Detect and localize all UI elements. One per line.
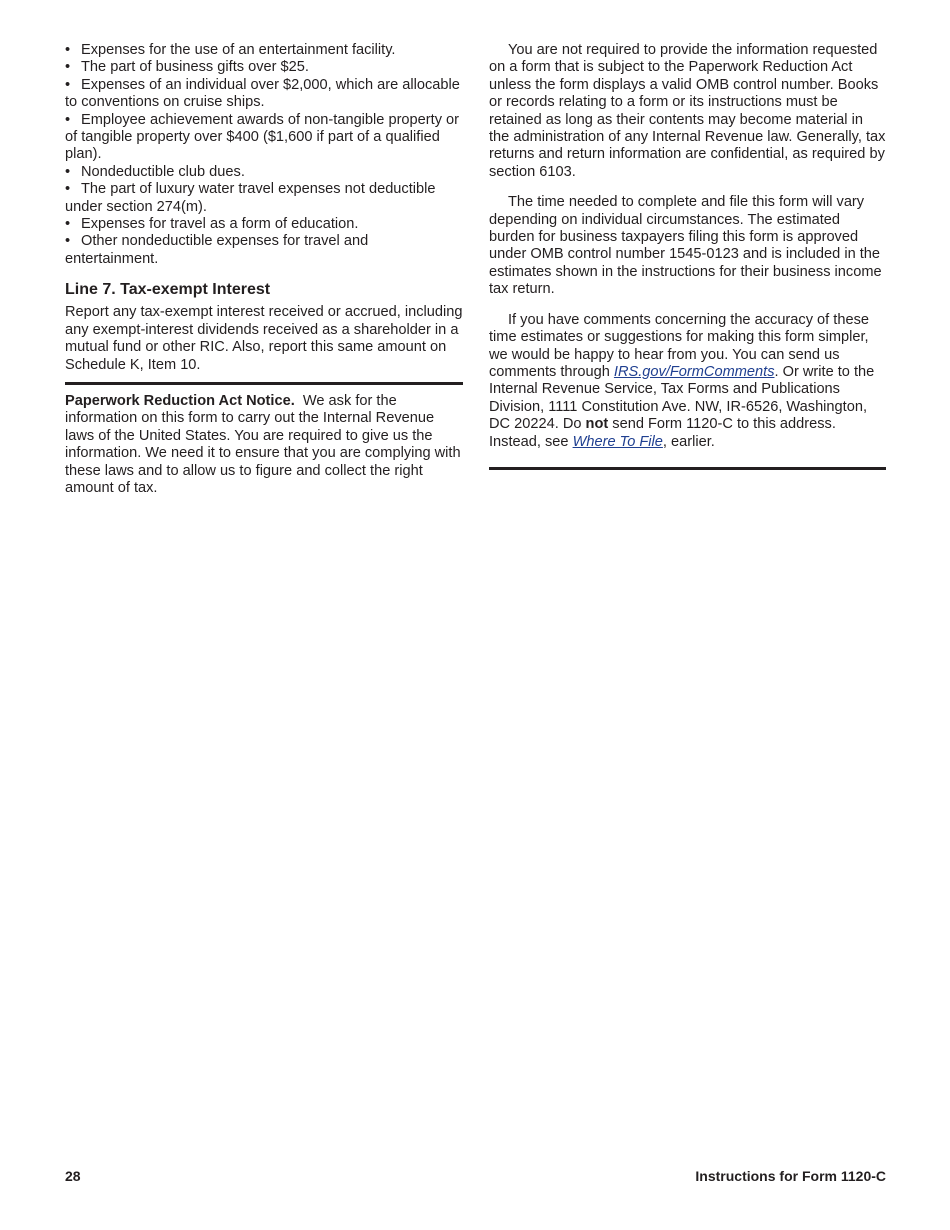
list-item: • The part of luxury water travel expenses not deductible under section 274(m). — [65, 181, 436, 215]
end-divider — [489, 467, 886, 470]
comments-paragraph — [489, 312, 886, 451]
list-item: • Nondeductible club dues. — [65, 163, 245, 180]
nondeductible-expense-list — [65, 42, 463, 268]
list-item: • Other nondeductible expenses for travel and entertainment. — [65, 233, 369, 267]
page-number: 28 — [65, 1168, 81, 1184]
list-item: • Expenses for travel as a form of education. — [65, 216, 359, 233]
left-column — [65, 42, 463, 497]
comments-emphasis: not — [585, 416, 609, 433]
list-item-text: Expenses for the use of an entertainment facility. — [81, 42, 396, 58]
paperwork-notice-text: We ask for the information on this form to carry out the Internal Revenue laws of the United States. You are required to give us the information. We need it to ensure that you are complying with these laws and to allow us to figure and collect the right amount of tax. — [65, 392, 461, 496]
list-item-text: Employee achievement awards of non-tangible property or of tangible property over $400 ($1,600 if part of a qualified plan). — [65, 111, 460, 163]
comments-text-d: , earlier. — [662, 433, 715, 450]
list-item: • Expenses of an individual over $2,000, which are allocable to conventions on cruise ships. — [65, 76, 460, 111]
list-item-text: The part of luxury water travel expenses not deductible under section 274(m). — [65, 181, 436, 215]
list-item: • The part of business gifts over $25. — [65, 59, 309, 76]
omb-paragraph — [489, 42, 886, 181]
where-to-file-link[interactable]: Where To File — [572, 433, 663, 450]
list-item: • Employee achievement awards of non-tangible property or of tangible property over $400 ($1,600 if part of a qualified plan). — [65, 111, 460, 163]
right-column — [489, 42, 886, 470]
comments-text-b: . Or write to the Internal Revenue Service, Tax Forms and Publications Division, 1111 Constitution Ave. NW, IR-6526, Washington, DC 20224. Do — [489, 363, 875, 433]
list-item-text: Nondeductible club dues. — [81, 163, 245, 180]
list-item-text: Expenses for travel as a form of education. — [81, 216, 359, 233]
form-comments-link[interactable]: IRS.gov/FormComments — [613, 363, 775, 380]
list-item-text: Other nondeductible expenses for travel and entertainment. — [65, 233, 369, 267]
line7-heading: Line 7. Tax-exempt Interest — [65, 281, 271, 299]
burden-paragraph — [489, 194, 886, 298]
omb-paragraph-text: You are not required to provide the information requested on a form that is subject to the Paperwork Reduction Act unless the form displays a valid OMB control number. Books or records relating to a form or its instructions must be retained as long as their contents may become material in the administration of any Internal Revenue law. Generally, tax returns and return information are confidential, as required by section 6103. — [489, 42, 886, 180]
list-item-text: The part of business gifts over $25. — [81, 59, 309, 76]
comments-text-c: send Form 1120-C to this address. Instead, see — [489, 416, 836, 450]
paperwork-notice-title: Paperwork Reduction Act Notice. — [65, 392, 295, 409]
list-item-text: Expenses of an individual over $2,000, which are allocable to conventions on cruise ships. — [65, 76, 460, 111]
section-divider — [65, 382, 463, 385]
line7-text: Report any tax-exempt interest received or accrued, including any exempt-interest dividends received as a shareholder in a mutual fund or other RIC. Also, report this same amount on Schedule K, Item 10. — [65, 304, 463, 373]
list-item: • Expenses for the use of an entertainment facility. — [65, 42, 396, 58]
burden-paragraph-text: The time needed to complete and file this form will vary depending on individual circumstances. The estimated burden for business taxpayers filing this form is approved under OMB control number 1545-0123 and is included in the estimates shown in the instructions for their business income tax return. — [489, 194, 882, 298]
paperwork-notice — [65, 393, 463, 497]
form-name: Instructions for Form 1120-C — [695, 1168, 886, 1184]
comments-text-a: If you have comments concerning the accuracy of these time estimates or suggestions for making this form simpler, we would be happy to hear from you. You can send us comments through — [489, 311, 869, 380]
